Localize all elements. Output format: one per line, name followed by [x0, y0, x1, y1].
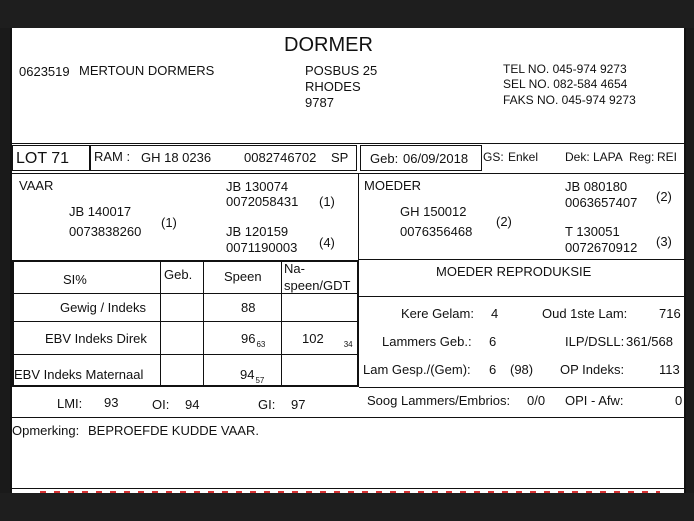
address-line-2: RHODES	[305, 79, 361, 94]
faks-number: FAKS NO. 045-974 9273	[503, 93, 636, 107]
moeder-label: MOEDER	[364, 178, 422, 193]
col-header-speen: Speen	[224, 269, 262, 284]
moeder-mark: (2)	[496, 214, 512, 229]
vaar-dam-number: 0071190003	[226, 240, 298, 255]
table-rule	[12, 321, 359, 322]
remark-label: Opmerking:	[12, 423, 80, 438]
lammers-geb-label: Lammers Geb.:	[382, 334, 472, 349]
vaar-dam-id: JB 120159	[226, 224, 289, 239]
ilp-value: 361/568	[626, 334, 673, 349]
moeder-dam-mark: (3)	[656, 234, 672, 249]
gi-label: GI:	[258, 397, 276, 412]
sel-number: SEL NO. 082-584 4654	[503, 77, 628, 91]
col-header-speen-gdt: speen/GDT	[284, 278, 351, 293]
table-col-rule	[203, 260, 204, 387]
moeder-sire-number: 0063657407	[565, 195, 638, 210]
moeder-sire-id: JB 080180	[565, 179, 628, 194]
remark-text: BEPROEFDE KUDDE VAAR.	[88, 423, 259, 438]
moeder-sire-mark: (2)	[656, 189, 672, 204]
lmi-label: LMI:	[57, 396, 83, 411]
reg-value: REI	[657, 150, 678, 164]
opi-afw-value: 0	[675, 393, 683, 408]
reproduction-title: MOEDER REPRODUKSIE	[436, 264, 592, 279]
vaar-mark: (1)	[161, 215, 177, 230]
divider	[12, 417, 684, 418]
birth-date: 06/09/2018	[403, 151, 469, 166]
dek-value: LAPA	[593, 150, 623, 164]
oud-lam-label: Oud 1ste Lam:	[542, 306, 628, 321]
col-header-na: Na-	[284, 261, 305, 276]
owner-name: MERTOUN DORMERS	[79, 63, 215, 78]
table-rule	[12, 354, 359, 355]
vaar-id: JB 140017	[69, 204, 132, 219]
moeder-id: GH 150012	[400, 204, 467, 219]
address-line-1: POSBUS 25	[305, 63, 378, 78]
ilp-label: ILP/DSLL:	[565, 334, 625, 349]
row-label-maternaal: EBV Indeks Maternaal	[14, 367, 144, 382]
moeder-number: 0076356468	[400, 224, 473, 239]
row-direk-speen: $96_{63}$	[241, 331, 266, 349]
dek-label: Dek:	[565, 150, 590, 164]
gs-label: GS:	[483, 150, 504, 164]
kere-gelam-label: Kere Gelam:	[401, 306, 474, 321]
gs-value: Enkel	[508, 150, 539, 164]
soog-value: 0/0	[527, 393, 546, 408]
lot-number: LOT 71	[16, 150, 70, 167]
kere-gelam-value: 4	[491, 306, 499, 321]
address-line-3: 9787	[305, 95, 334, 110]
moeder-dam-id: T 130051	[565, 224, 620, 239]
vaar-number: 0073838260	[69, 224, 142, 239]
row-maternaal-speen: $94_{57}$	[240, 367, 265, 385]
tel-number: TEL NO. 045-974 9273	[503, 62, 627, 76]
vaar-sire-mark: (1)	[319, 194, 335, 209]
page-title: DORMER	[284, 34, 373, 56]
oi-value: 94	[185, 397, 200, 412]
divider	[12, 143, 684, 144]
table-rule	[12, 293, 359, 294]
ram-label: RAM :	[94, 149, 131, 164]
divider	[359, 296, 684, 297]
owner-id: 0623519	[19, 64, 70, 79]
lam-gesp-label: Lam Gesp./(Gem):	[363, 362, 471, 377]
lammers-geb-value: 6	[489, 334, 497, 349]
oi-label: OI:	[152, 397, 170, 412]
ram-info-card	[10, 28, 686, 493]
bottom-dark-bar	[0, 493, 694, 521]
ram-id: GH 18 0236	[141, 150, 212, 165]
soog-label: Soog Lammers/Embrios:	[367, 393, 511, 408]
vaar-label: VAAR	[19, 178, 54, 193]
row-label-direk: EBV Indeks Direk	[45, 331, 147, 346]
ram-code: SP	[331, 150, 349, 165]
lam-gesp-gem: (98)	[510, 362, 534, 377]
oud-lam-value: 716	[659, 306, 681, 321]
row-direk-naspeen: 102 $_{34}$	[302, 331, 353, 349]
table-col-rule	[281, 260, 282, 387]
op-indeks-value: 113	[659, 362, 680, 377]
divider	[359, 387, 684, 388]
ram-number: 0082746702	[244, 150, 317, 165]
vaar-dam-mark: (4)	[319, 235, 335, 250]
divider	[12, 488, 684, 489]
row-label-gewig: Gewig / Indeks	[60, 300, 146, 315]
vaar-sire-id: JB 130074	[226, 179, 289, 194]
reg-label: Reg:	[629, 150, 655, 164]
op-indeks-label: OP Indeks:	[560, 362, 625, 377]
gi-value: 97	[291, 397, 306, 412]
table-col-rule	[160, 260, 161, 387]
lmi-value: 93	[104, 395, 119, 410]
moeder-dam-number: 0072670912	[565, 240, 638, 255]
birth-label: Geb:	[370, 151, 399, 166]
divider	[358, 259, 684, 260]
divider	[12, 173, 684, 174]
lam-gesp-value: 6	[489, 362, 497, 377]
pedigree-divider	[358, 173, 359, 259]
col-header-geb: Geb.	[164, 267, 193, 282]
row-gewig-speen: 88	[241, 300, 256, 315]
opi-afw-label: OPI - Afw:	[565, 393, 624, 408]
col-header-si: SI%	[63, 272, 87, 287]
top-dark-bar	[0, 0, 694, 28]
vaar-sire-number: 0072058431	[226, 194, 299, 209]
